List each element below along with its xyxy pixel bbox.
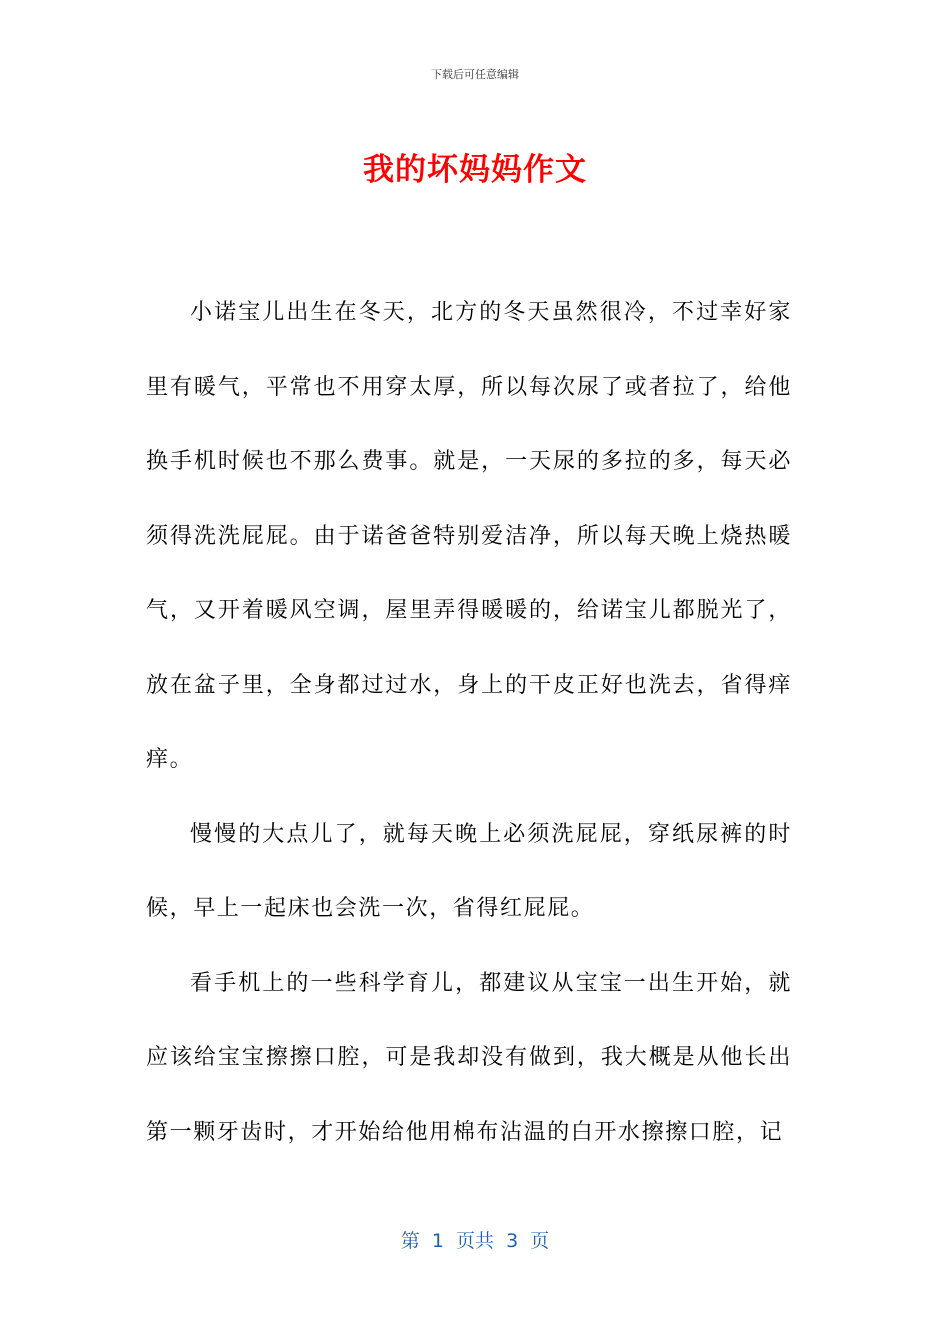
header-note: 下载后可任意编辑 [431,68,519,81]
document-title: 我的坏妈妈作文 [363,152,587,188]
paragraph-1: 小诺宝儿出生在冬天，北方的冬天虽然很冷，不过幸好家里有暖气，平常也不用穿太厚，所以每次尿了或者拉了，给他换手机时候也不那么费事。就是，一天尿的多拉的多，每天必须得洗洗屁屁。由于诺爸爸特别爱洁净，所以每天晚上烧热暖气，又开着暖风空调，屋里弄得暖暖的，给诺宝儿都脱光了，放在盆子里，全身都过过水，身上的干皮正好也洗去，省得痒痒。 [146,300,792,772]
paragraph-2: 慢慢的大点儿了，就每天晚上必须洗屁屁，穿纸尿裤的时候，早上一起床也会洗一次，省得红屁屁。 [146,821,792,921]
paragraph-3: 看手机上的一些科学育儿，都建议从宝宝一出生开始，就应该给宝宝擦擦口腔，可是我却没有做到，我大概是从他长出第一颗牙齿时，才开始给他用棉布沾温的白开水擦擦口腔，记 [146,970,792,1145]
document-body [146,276,792,1170]
page-number-footer: 第 1 页共 3 页 [400,1230,550,1252]
